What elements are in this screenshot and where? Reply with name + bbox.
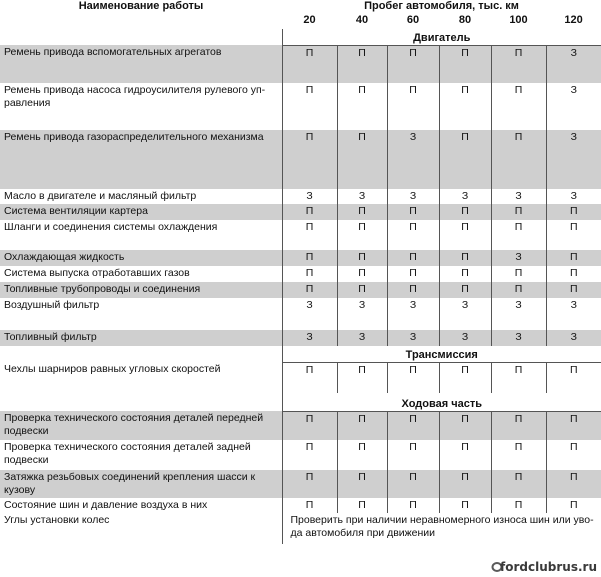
operation-code: З xyxy=(491,330,546,346)
operation-code: П xyxy=(305,441,314,453)
operation-code: П xyxy=(337,250,387,266)
work-name: Ремень привода газораспределительного механизма xyxy=(0,130,282,189)
table-row xyxy=(0,498,601,513)
table-row xyxy=(0,330,601,346)
operation-code: П xyxy=(387,469,439,498)
operation-code: П xyxy=(387,250,439,266)
operation-code: П xyxy=(305,267,314,279)
table-row xyxy=(0,282,601,298)
operation-code: П xyxy=(282,282,337,298)
operation-code: З xyxy=(306,299,313,311)
operation-code: З xyxy=(282,330,337,346)
operation-code: П xyxy=(337,220,387,250)
operation-code: П xyxy=(305,363,314,376)
operation-code: П xyxy=(439,469,491,498)
operation-code: П xyxy=(439,45,491,83)
operation-code: З xyxy=(546,83,601,130)
operation-code: П xyxy=(387,266,439,282)
operation-code: З xyxy=(337,330,387,346)
work-name: Топливный фильтр xyxy=(0,330,282,346)
operation-code: П xyxy=(337,411,387,440)
work-name: Система выпуска отработавших газов xyxy=(0,266,282,282)
operation-code: З xyxy=(491,298,546,330)
operation-code: П xyxy=(305,499,314,511)
section-header-row xyxy=(0,29,601,45)
operation-code: П xyxy=(305,84,314,96)
work-name: Чехлы шарниров равных угловых скоростей xyxy=(0,362,282,393)
operation-code: П xyxy=(439,266,491,282)
operation-code: П xyxy=(387,282,439,298)
operation-code: З xyxy=(337,189,387,204)
table-row xyxy=(0,411,601,440)
work-name: Проверка технического состояния деталей задней подвески xyxy=(0,440,282,469)
operation-code: П xyxy=(337,266,387,282)
operation-code: П xyxy=(546,498,601,513)
operation-code: П xyxy=(337,130,387,189)
operation-code: П xyxy=(282,411,337,440)
mileage-header: Пробег автомобиля, тыс. км xyxy=(364,0,519,12)
operation-code: П xyxy=(546,250,601,266)
section-spacer xyxy=(0,346,282,362)
operation-code: П xyxy=(337,362,387,393)
table-row xyxy=(0,130,601,189)
operation-code: З xyxy=(491,189,546,204)
operation-code: П xyxy=(282,130,337,189)
work-name: Состояние шин и давление воздуха в них xyxy=(0,498,282,513)
operation-code: П xyxy=(387,440,439,469)
operation-code: П xyxy=(282,250,337,266)
operation-code: З xyxy=(546,45,601,83)
operation-code: З xyxy=(439,189,491,204)
watermark-text: fordclubrus.ru xyxy=(500,560,597,574)
operation-code: П xyxy=(337,282,387,298)
operation-code: П xyxy=(491,266,546,282)
operation-code: П xyxy=(439,282,491,298)
operation-code: П xyxy=(546,282,601,298)
operation-code: П xyxy=(387,204,439,220)
table-row xyxy=(0,220,601,250)
operation-code: З xyxy=(439,298,491,330)
watermark xyxy=(489,555,601,577)
operation-code: З xyxy=(491,250,546,266)
table-row xyxy=(0,45,601,83)
operation-code: З xyxy=(387,189,439,204)
section-header-row xyxy=(0,346,601,362)
operation-code: П xyxy=(491,282,546,298)
work-name: Система вентиляции картера xyxy=(0,204,282,220)
operation-code: П xyxy=(546,469,601,498)
section-spacer xyxy=(0,29,282,45)
wheel-alignment-note: Проверить при наличии неравномерного износа шин или уво- да автомобиля при движении xyxy=(290,514,594,539)
table-row xyxy=(0,189,601,204)
work-name: Охлаждающая жидкость xyxy=(0,250,282,266)
work-name: Ремень привода насоса гидроусилителя рулевого уп- равления xyxy=(0,83,282,130)
work-name: Топливные трубопроводы и соединения xyxy=(0,282,282,298)
operation-code: П xyxy=(491,45,546,83)
operation-code: З xyxy=(546,330,601,346)
operation-code: П xyxy=(491,498,546,513)
work-name: Ремень привода вспомогательных агрегатов xyxy=(0,45,282,83)
operation-code: П xyxy=(546,220,601,250)
work-name-header: Наименование работы xyxy=(78,0,204,12)
work-name: Затяжка резьбовых соединений крепления шасси к кузову xyxy=(0,469,282,498)
table-row xyxy=(0,298,601,330)
operation-code: П xyxy=(387,83,439,130)
operation-code: П xyxy=(491,469,546,498)
operation-code: П xyxy=(439,250,491,266)
table-row xyxy=(0,204,601,220)
operation-code: П xyxy=(491,204,546,220)
operation-code: П xyxy=(546,266,601,282)
operation-code: П xyxy=(305,221,314,233)
operation-code: З xyxy=(546,189,601,204)
operation-code: З xyxy=(546,298,601,330)
operation-code: П xyxy=(282,204,337,220)
operation-code: П xyxy=(282,469,337,498)
table-row xyxy=(0,440,601,469)
operation-code: П xyxy=(546,362,601,393)
operation-code: П xyxy=(282,45,337,83)
mileage-60: 60 xyxy=(406,14,420,26)
table-row xyxy=(0,469,601,498)
operation-code: П xyxy=(491,220,546,250)
table-row xyxy=(0,250,601,266)
work-name: Проверка технического состояния деталей передней подвески xyxy=(0,411,282,440)
operation-code: П xyxy=(337,45,387,83)
operation-code: П xyxy=(337,83,387,130)
operation-code: П xyxy=(439,204,491,220)
operation-code: П xyxy=(439,362,491,393)
section-header-row xyxy=(0,393,601,411)
operation-code: П xyxy=(491,362,546,393)
mileage-20: 20 xyxy=(303,14,316,26)
table-row xyxy=(0,266,601,282)
wheel-alignment-row xyxy=(0,513,601,544)
mileage-80: 80 xyxy=(458,14,472,26)
operation-code: П xyxy=(491,83,546,130)
operation-code: П xyxy=(439,498,491,513)
operation-code: П xyxy=(439,440,491,469)
operation-code: П xyxy=(439,220,491,250)
operation-code: З xyxy=(306,190,313,202)
operation-code: З xyxy=(337,298,387,330)
operation-code: З xyxy=(387,330,439,346)
operation-code: П xyxy=(546,411,601,440)
section-title: Трансмиссия xyxy=(282,346,601,362)
operation-code: П xyxy=(387,45,439,83)
operation-code: П xyxy=(337,440,387,469)
section-title: Двигатель xyxy=(282,29,601,45)
operation-code: П xyxy=(439,411,491,440)
operation-code: П xyxy=(337,469,387,498)
operation-code: П xyxy=(546,440,601,469)
operation-code: П xyxy=(439,83,491,130)
operation-code: З xyxy=(387,130,439,189)
table-row xyxy=(0,362,601,393)
operation-code: З xyxy=(546,130,601,189)
work-name: Углы установки колес xyxy=(0,513,282,544)
operation-code: З xyxy=(387,298,439,330)
operation-code: П xyxy=(337,204,387,220)
work-name: Шланги и соединения системы охлаждения xyxy=(0,220,282,250)
operation-code: П xyxy=(387,411,439,440)
operation-code: П xyxy=(439,130,491,189)
section-title: Ходовая часть xyxy=(282,393,601,411)
work-name: Масло в двигателе и масляный фильтр xyxy=(0,189,282,204)
work-name: Воздушный фильтр xyxy=(0,298,282,330)
operation-code: П xyxy=(387,498,439,513)
operation-code: П xyxy=(546,204,601,220)
operation-code: П xyxy=(491,411,546,440)
mileage-40: 40 xyxy=(355,14,369,26)
operation-code: П xyxy=(491,130,546,189)
section-spacer xyxy=(0,393,282,411)
operation-code: П xyxy=(387,362,439,393)
table-row xyxy=(0,83,601,130)
operation-code: П xyxy=(491,440,546,469)
operation-code: З xyxy=(439,330,491,346)
mileage-120: 120 xyxy=(564,14,583,26)
operation-code: П xyxy=(337,498,387,513)
operation-code: П xyxy=(387,220,439,250)
mileage-100: 100 xyxy=(509,14,528,26)
